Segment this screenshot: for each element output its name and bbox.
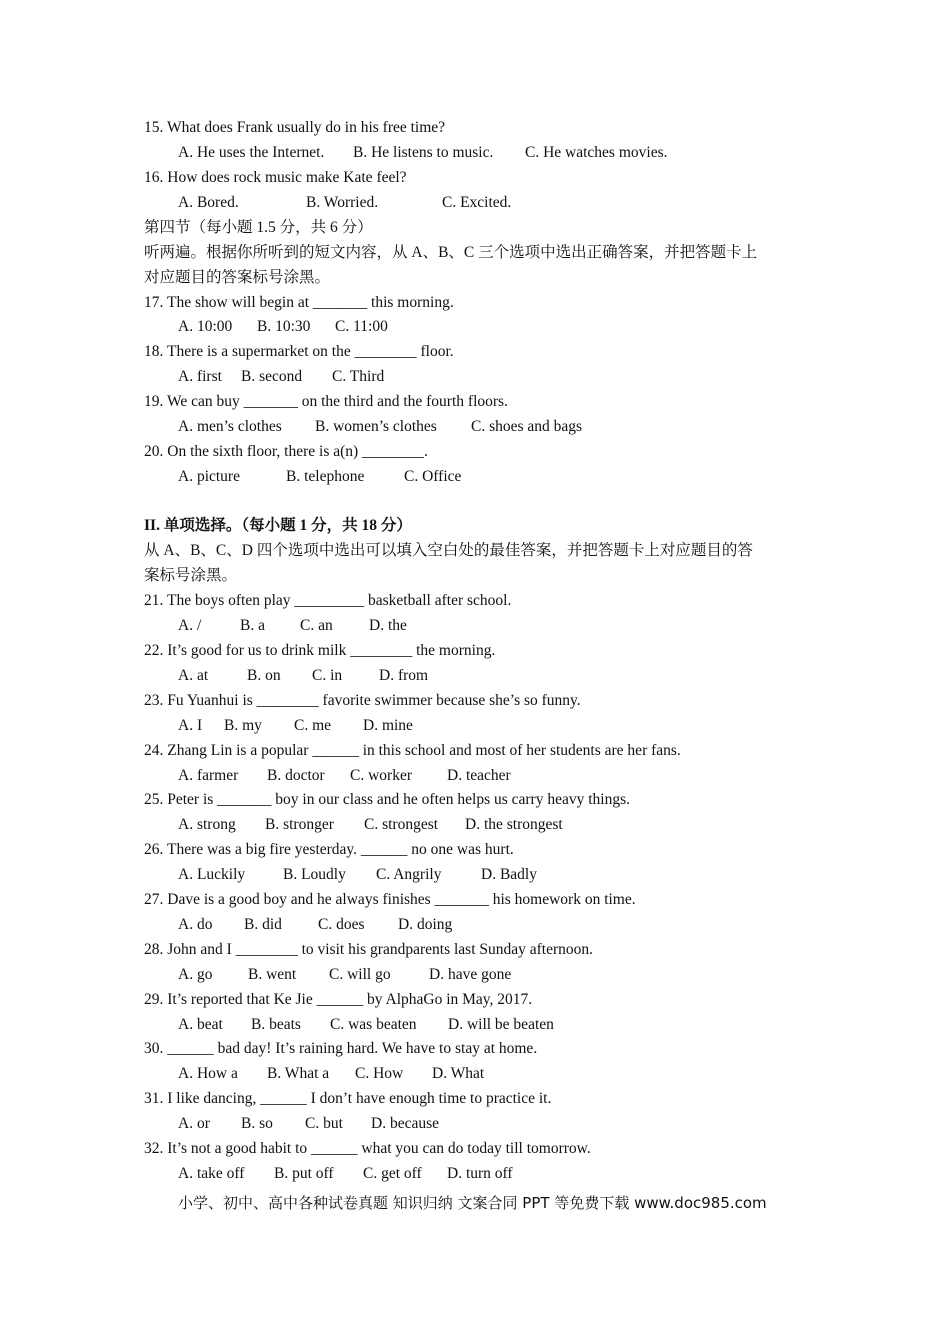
option-a: A. I (178, 717, 203, 734)
option-d: D. will be beaten (448, 1016, 554, 1033)
option-b: B. Worried. (306, 194, 379, 211)
section-2-instruction-line1: 从 A、B、C、D 四个选项中选出可以填入空白处的最佳答案，并把答题卡上对应题目的答 (144, 542, 753, 559)
option-d: D. doing (398, 916, 453, 933)
option-b: B. 10:30 (257, 318, 311, 335)
option-c: C. He watches movies. (525, 144, 668, 161)
question-19-options (178, 417, 582, 437)
part4-instruction-line1: 听两遍。根据你所听到的短文内容，从 A、B、C 三个选项中选出正确答案，并把答题卡上 (144, 244, 758, 261)
question-28-options (178, 965, 511, 985)
option-a: A. How a (178, 1065, 238, 1082)
question-27-options (178, 915, 452, 935)
option-c: C. Excited. (442, 194, 512, 211)
question-29-options (178, 1015, 554, 1035)
question-22-stem: 22. It’s good for us to drink milk ________ the morning. (144, 642, 496, 659)
option-a: A. or (178, 1115, 210, 1132)
option-b: B. women’s clothes (315, 418, 437, 435)
option-c: C. was beaten (330, 1016, 417, 1033)
option-b: B. second (241, 368, 303, 385)
question-21-stem: 21. The boys often play _________ basketball after school. (144, 592, 512, 609)
option-c: C. Third (332, 368, 385, 385)
question-26-stem: 26. There was a big fire yesterday. ______ no one was hurt. (144, 841, 514, 858)
option-d: D. What (432, 1065, 485, 1082)
option-b: B. my (224, 717, 262, 734)
question-29-stem: 29. It’s reported that Ke Jie ______ by AlphaGo in May, 2017. (144, 991, 533, 1008)
question-28-stem: 28. John and I ________ to visit his grandparents last Sunday afternoon. (144, 941, 594, 958)
option-c: C. strongest (364, 816, 439, 833)
question-27-stem: 27. Dave is a good boy and he always finishes _______ his homework on time. (144, 891, 636, 908)
option-d: D. because (371, 1115, 439, 1132)
question-22-options (178, 666, 428, 686)
option-d: D. from (379, 667, 429, 684)
part4-heading: 第四节（每小题 1.5 分，共 6 分） (144, 219, 373, 236)
option-a: A. take off (178, 1165, 245, 1182)
question-20-stem: 20. On the sixth floor, there is a(n) ________. (144, 443, 428, 460)
footer-banner: 小学、初中、高中各种试卷真题 知识归纳 文案合同 PPT 等免费下载 www.doc985.com (178, 1194, 767, 1212)
option-c: C. me (294, 717, 332, 734)
option-b: B. What a (267, 1065, 330, 1082)
question-18-stem: 18. There is a supermarket on the ________ floor. (144, 343, 454, 360)
question-26-options (178, 865, 537, 885)
option-d: D. have gone (429, 966, 512, 983)
question-31-options (178, 1114, 439, 1134)
option-c: C. but (305, 1115, 343, 1132)
question-21-options (178, 616, 407, 636)
question-16-stem: 16. How does rock music make Kate feel? (144, 169, 407, 186)
option-b: B. doctor (267, 767, 325, 784)
option-b: B. put off (274, 1165, 334, 1182)
option-b: B. telephone (286, 468, 365, 485)
option-b: B. so (241, 1115, 273, 1132)
option-c: C. in (312, 667, 343, 684)
section-2-instruction-line2: 案标号涂黑。 (144, 567, 238, 584)
option-c: C. 11:00 (335, 318, 388, 335)
question-20-options (178, 467, 461, 487)
option-b: B. a (240, 617, 265, 634)
question-19-stem: 19. We can buy _______ on the third and the fourth floors. (144, 393, 508, 410)
section-2-heading: II. 单项选择。（每小题 1 分，共 18 分） (144, 517, 412, 534)
question-25-options (178, 815, 563, 835)
option-a: A. strong (178, 816, 236, 833)
option-a: A. / (178, 617, 202, 634)
question-32-options (178, 1164, 513, 1184)
option-d: D. teacher (447, 767, 511, 784)
question-30-options (178, 1064, 484, 1084)
option-b: B. went (248, 966, 297, 983)
question-25-stem: 25. Peter is _______ boy in our class and he often helps us carry heavy things. (144, 791, 631, 808)
option-c: C. How (355, 1065, 404, 1082)
question-16-options (178, 193, 511, 213)
option-b: B. He listens to music. (353, 144, 494, 161)
option-a: A. farmer (178, 767, 239, 784)
option-a: A. do (178, 916, 213, 933)
question-17-stem: 17. The show will begin at _______ this morning. (144, 294, 454, 311)
option-d: D. Badly (481, 866, 537, 883)
option-d: D. mine (363, 717, 413, 734)
option-a: A. first (178, 368, 222, 385)
option-a: A. He uses the Internet. (178, 144, 325, 161)
question-24-options (178, 766, 511, 786)
option-a: A. go (178, 966, 213, 983)
question-23-options (178, 716, 413, 736)
question-23-stem: 23. Fu Yuanhui is ________ favorite swimmer because she’s so funny. (144, 692, 581, 709)
question-32-stem: 32. It’s not a good habit to ______ what you can do today till tomorrow. (144, 1140, 591, 1157)
option-a: A. 10:00 (178, 318, 233, 335)
option-a: A. men’s clothes (178, 418, 282, 435)
option-a: A. at (178, 667, 209, 684)
option-d: D. the strongest (465, 816, 563, 833)
option-c: C. will go (329, 966, 391, 983)
option-c: C. an (300, 617, 333, 634)
option-c: C. Office (404, 468, 462, 485)
question-30-stem: 30. ______ bad day! It’s raining hard. We have to stay at home. (144, 1040, 538, 1057)
option-b: B. Loudly (283, 866, 346, 883)
option-a: A. Bored. (178, 194, 239, 211)
option-b: B. did (244, 916, 282, 933)
question-15-stem: 15. What does Frank usually do in his free time? (144, 119, 446, 136)
question-15-options (178, 143, 667, 163)
part4-instruction-line2: 对应题目的答案标号涂黑。 (144, 269, 331, 286)
question-18-options (178, 367, 384, 387)
option-b: B. on (247, 667, 281, 684)
question-31-stem: 31. I like dancing, ______ I don’t have enough time to practice it. (144, 1090, 552, 1107)
question-17-options (178, 317, 388, 337)
option-c: C. shoes and bags (471, 418, 583, 435)
option-b: B. stronger (265, 816, 334, 833)
question-24-stem: 24. Zhang Lin is a popular ______ in this school and most of her students are her fans. (144, 742, 681, 759)
option-a: A. Luckily (178, 866, 246, 883)
option-c: C. does (318, 916, 365, 933)
option-c: C. worker (350, 767, 412, 784)
option-d: D. the (369, 617, 407, 634)
option-d: D. turn off (447, 1165, 513, 1182)
option-c: C. Angrily (376, 866, 442, 883)
option-a: A. picture (178, 468, 240, 485)
option-b: B. beats (251, 1016, 301, 1033)
option-c: C. get off (363, 1165, 422, 1182)
option-a: A. beat (178, 1016, 223, 1033)
